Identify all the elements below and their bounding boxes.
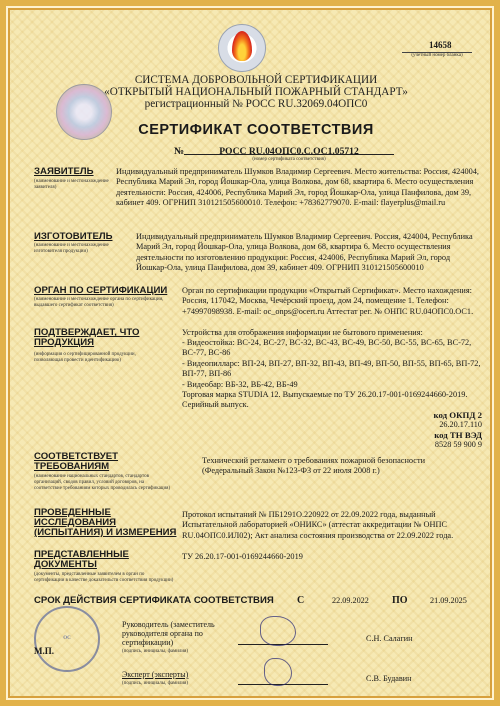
manufacturer-sublabel: (наименование и местонахождение изготовителя продукции) [34, 243, 109, 254]
fire-standard-logo [218, 24, 266, 72]
registration-number-caption: (учетный номер бланка) [402, 52, 472, 59]
validity-to: 21.09.2025 [430, 596, 467, 605]
applicant-label: ЗАЯВИТЕЛЬ [34, 166, 94, 177]
product-line-videopillars: - Видеопилларс: ВП-24, ВП-27, ВП-32, ВП-43, ВП-49, ВП-50, ВП-55, ВП-65, ВП-72, ВП-77, ВП-86 [182, 359, 481, 379]
expert-name: С.В. Будавин [366, 674, 412, 683]
documents-sublabel: (документы, представленные заявителем в орган по сертификации в качестве доказательств соответствия продукции) [34, 572, 174, 583]
standard-name: «ОТКРЫТЫЙ НАЦИОНАЛЬНЫЙ ПОЖАРНЫЙ СТАНДАРТ» [104, 86, 408, 98]
number-prefix: № [174, 146, 185, 157]
head-name: С.Н. Салагин [366, 634, 413, 643]
applicant-text: Индивидуальный предприниматель Шумков Владимир Сергеевич. Место жительства: Россия, 424004, Республика Марий Эл, город Йошкар-Ола, улица Волкова, дом 68, квартира 6. Место осуществления деятельности: Россия, 424006, Республика Марий Эл, город Йошкар-Ола, улица Панфилова, дом 39, кабинет 409. ОГРНИП 310121505600010. Телефон: +78362779070. E-mail: flayerplus@mail.ru [116, 167, 479, 208]
head-label: Руководитель (заместитель руководителя органа по сертификации) [122, 620, 215, 647]
validity-from: 22.09.2022 [332, 596, 369, 605]
documents-label: ПРЕДСТАВЛЕННЫЕ ДОКУМЕНТЫ [34, 549, 129, 570]
validity-to-prefix: ПО [392, 595, 408, 606]
validity-from-prefix: С [297, 595, 305, 606]
system-registration: регистрационный № РОСС RU.32069.04ОПС0 [144, 98, 368, 110]
studies-text: Протокол испытаний № ПБ1291О.220922 от 22.09.2022 года, выданный Испытательной лабораторией «ОНИКС» (аттестат аккредитации № ОНПС RU.04ОПС0.ИЛ02); Акт анализа состояния производства от 22.09.2022 года. [182, 510, 454, 540]
applicant-sublabel: (наименование и местонахождение заявителя) [34, 179, 109, 190]
certification-body-label: ОРГАН ПО СЕРТИФИКАЦИИ [34, 285, 168, 296]
requirements-label: СООТВЕТСТВУЕТ ТРЕБОВАНИЯМ [34, 451, 119, 472]
product-sublabel: (информация о сертифицированной продукции, позволяющая провести идентификацию) [34, 352, 136, 363]
okpd-label: код ОКПД 2 [433, 410, 482, 420]
tnved-value: 8528 59 900 9 [434, 440, 482, 449]
requirements-text: Технический регламент о требованиях пожарной безопасности (Федеральный Закон №123-ФЗ от 22 июля 2008 г.) [202, 456, 426, 476]
manufacturer-label: ИЗГОТОВИТЕЛЬ [34, 231, 113, 242]
official-stamp: ОС [34, 606, 100, 672]
studies-label: ПРОВЕДЕННЫЕ ИССЛЕДОВАНИЯ (ИСПЫТАНИЯ) И ИЗМЕРЕНИЯ [34, 507, 177, 538]
product-line-videostand: - Видеостойка: ВС-24, ВС-27, ВС-32, ВС-43, ВС-49, ВС-50, ВС-55, ВС-65, ВС-72, ВС-77, ВС-86 [182, 338, 472, 358]
registration-number: 14658 [429, 40, 452, 50]
manufacturer-text: Индивидуальный предприниматель Шумков Владимир Сергеевич. Россия, 424004, Республика Марий Эл, город Йошкар-Ола, улица Волкова, дом 68, квартира 6. Место осуществления деятельности по изготовлению продукции: Россия, 424006, Республика Марий Эл, город Йошкар-Ола, улица Панфилова, дом 39, кабинет 409. ОГРНИП 310121505600010 [136, 232, 473, 273]
flame-icon [232, 31, 252, 61]
tnved-label: код ТН ВЭД [434, 430, 482, 440]
documents-text: ТУ 26.20.17-001-0169244660-2019 [182, 552, 303, 561]
certification-body-sublabel: (наименование и местонахождение органа по сертификации, выдавшего сертификат соответствия) [34, 297, 164, 308]
expert-signature [264, 658, 292, 686]
head-signature [260, 616, 296, 646]
product-label: ПОДТВЕРЖДАЕТ, ЧТО ПРОДУКЦИЯ [34, 327, 140, 348]
product-line-videobar: - Видеобар: ВБ-32, ВБ-42, ВБ-49 [182, 380, 298, 389]
expert-caption: (подпись, инициалы, фамилия) [122, 681, 189, 686]
expert-label: Эксперт (эксперты) [122, 670, 189, 679]
certification-body-text: Орган по сертификации продукции «Открытый Сертификат». Место нахождения: Россия, 117042, Москва, Чечёрский проезд, дом 24, помещение 1. Телефон: +74997098938. E-mail: oc_onps@ocert.ru Аттестат рег. № ОНПС RU.04ОПС0.ОС1. [182, 286, 474, 316]
stamp-label: М.П. [34, 646, 54, 656]
okpd-value: 26.20.17.110 [439, 420, 482, 429]
system-name: СИСТЕМА ДОБРОВОЛЬНОЙ СЕРТИФИКАЦИИ [134, 74, 378, 86]
certificate-number: РОСС RU.04ОПС0.С.ОС1.05712 [219, 146, 359, 157]
product-line-trademark: Торговая марка STUDIA 12. Выпускаемые по ТУ 26.20.17-001-0169244660-2019. Серийный выпуск. [182, 390, 468, 410]
validity-label: СРОК ДЕЙСТВИЯ СЕРТИФИКАТА СООТВЕТСТВИЯ [34, 595, 274, 606]
head-caption: (подпись, инициалы, фамилия) [122, 649, 189, 654]
product-intro: Устройства для отображения информации не бытового применения: [182, 328, 423, 337]
requirements-sublabel: (наименование национальных стандартов, стандартов организаций, сводов правил, условий договоров, на соответствие требованиям которых проводилась сертификация) [34, 474, 171, 491]
certificate-number-caption: (номер сертификата соответствия) [252, 157, 326, 162]
page-title: СЕРТИФИКАТ СООТВЕТСТВИЯ [138, 122, 374, 138]
